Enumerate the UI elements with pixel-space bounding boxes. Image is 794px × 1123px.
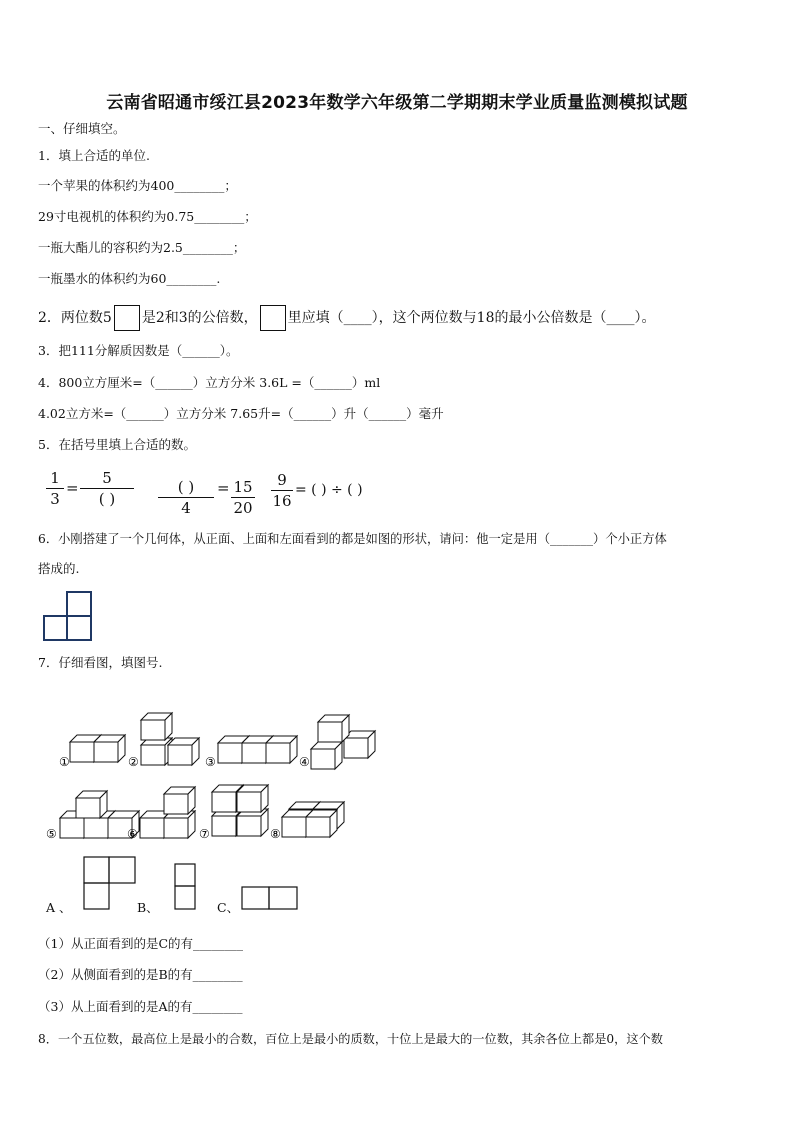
question-7-sub-1: （1）从正面看到的是C的有________ bbox=[38, 936, 244, 951]
solid-3 bbox=[218, 736, 297, 763]
numerator: 15 bbox=[233, 478, 253, 496]
question-6-line-1: 6．小刚搭建了一个几何体，从正面、上面和左面看到的都是如图的形状，请问：他一定是用（_______）个小正方体 bbox=[38, 532, 667, 546]
question-1-head: 1．填上合适的单位. bbox=[38, 148, 150, 163]
question-2-part-c: 里应填（____），这个两位数与18的最小公倍数是（____）。 bbox=[287, 310, 656, 326]
label-3: ③ bbox=[205, 755, 216, 769]
label-6: ⑥ bbox=[127, 827, 138, 841]
question-1-line-2: 29寸电视机的体积约为0.75________； bbox=[38, 209, 257, 224]
solid-6 bbox=[140, 787, 195, 838]
question-6-line-2: 搭成的. bbox=[38, 561, 80, 576]
numerator: 5 bbox=[102, 469, 112, 487]
numerator: 9 bbox=[277, 471, 287, 489]
option-c-shape bbox=[242, 887, 300, 911]
fraction-1-3 bbox=[46, 469, 64, 508]
question-2 bbox=[38, 305, 655, 331]
question-8: 8．一个五位数，最高位上是最小的合数，百位上是最小的质数，十位上是最大的一位数，其余各位上都是0，这个数 bbox=[38, 1032, 663, 1046]
label-2: ② bbox=[128, 755, 139, 769]
label-1: ① bbox=[59, 755, 70, 769]
division-expression: = ( ) ÷ ( ) bbox=[295, 482, 363, 498]
question-4-line-2: 4.02立方米=（______）立方分米 7.65升=（______）升（______）毫升 bbox=[38, 406, 444, 421]
digit-box bbox=[260, 305, 286, 331]
solid-8 bbox=[282, 802, 344, 837]
q6-view-figure bbox=[42, 590, 96, 642]
fraction-blank-4 bbox=[158, 478, 214, 517]
question-5-head: 5．在括号里填上合适的数。 bbox=[38, 437, 196, 452]
question-1-line-3: 一瓶大酯儿的容积约为2.5________； bbox=[38, 240, 246, 255]
label-7: ⑦ bbox=[199, 827, 210, 841]
solid-7 bbox=[212, 785, 268, 836]
solid-1 bbox=[70, 735, 125, 762]
equals-sign: = bbox=[217, 479, 230, 497]
question-2-part-a: 2．两位数5 bbox=[38, 310, 112, 326]
label-8: ⑧ bbox=[270, 827, 281, 841]
fraction-15-20 bbox=[231, 478, 255, 517]
question-7-head: 7．仔细看图，填图号. bbox=[38, 655, 163, 670]
option-c-label: C、 bbox=[217, 900, 240, 915]
denominator: 3 bbox=[50, 490, 60, 508]
digit-box bbox=[114, 305, 140, 331]
label-4: ④ bbox=[299, 755, 310, 769]
option-b-label: B、 bbox=[137, 900, 159, 915]
denominator: 20 bbox=[233, 499, 253, 517]
fraction-9-16 bbox=[271, 471, 293, 510]
solid-2 bbox=[141, 713, 199, 765]
question-3: 3．把111分解质因数是（______）。 bbox=[38, 343, 239, 358]
numerator: 1 bbox=[50, 469, 60, 487]
solid-4 bbox=[311, 715, 375, 769]
denominator: ( ) bbox=[98, 490, 116, 508]
question-2-part-b: 是2和3的公倍数， bbox=[141, 310, 258, 326]
equals-sign: = bbox=[66, 479, 79, 497]
section-heading: 一、仔细填空。 bbox=[38, 121, 126, 136]
question-7-sub-2: （2）从侧面看到的是B的有________ bbox=[38, 967, 243, 982]
option-b-shape bbox=[175, 864, 197, 912]
option-a-shape bbox=[84, 857, 140, 912]
question-4-line-1: 4．800立方厘米=（______）立方分米 3.6L =（______）ml bbox=[38, 375, 381, 390]
numerator: ( ) bbox=[177, 478, 195, 496]
question-7-sub-3: （3）从上面看到的是A的有________ bbox=[38, 999, 243, 1014]
question-1-line-1: 一个苹果的体积约为400________； bbox=[38, 178, 237, 193]
option-a-label: A 、 bbox=[46, 900, 72, 915]
fraction-5-blank bbox=[80, 469, 134, 508]
denominator: 4 bbox=[181, 499, 191, 517]
label-5: ⑤ bbox=[46, 827, 57, 841]
denominator: 16 bbox=[272, 492, 292, 510]
page-title: 云南省昭通市绥江县2023年数学六年级第二学期期末学业质量监测模拟试题 bbox=[106, 93, 688, 113]
question-1-line-4: 一瓶墨水的体积约为60________. bbox=[38, 271, 221, 286]
